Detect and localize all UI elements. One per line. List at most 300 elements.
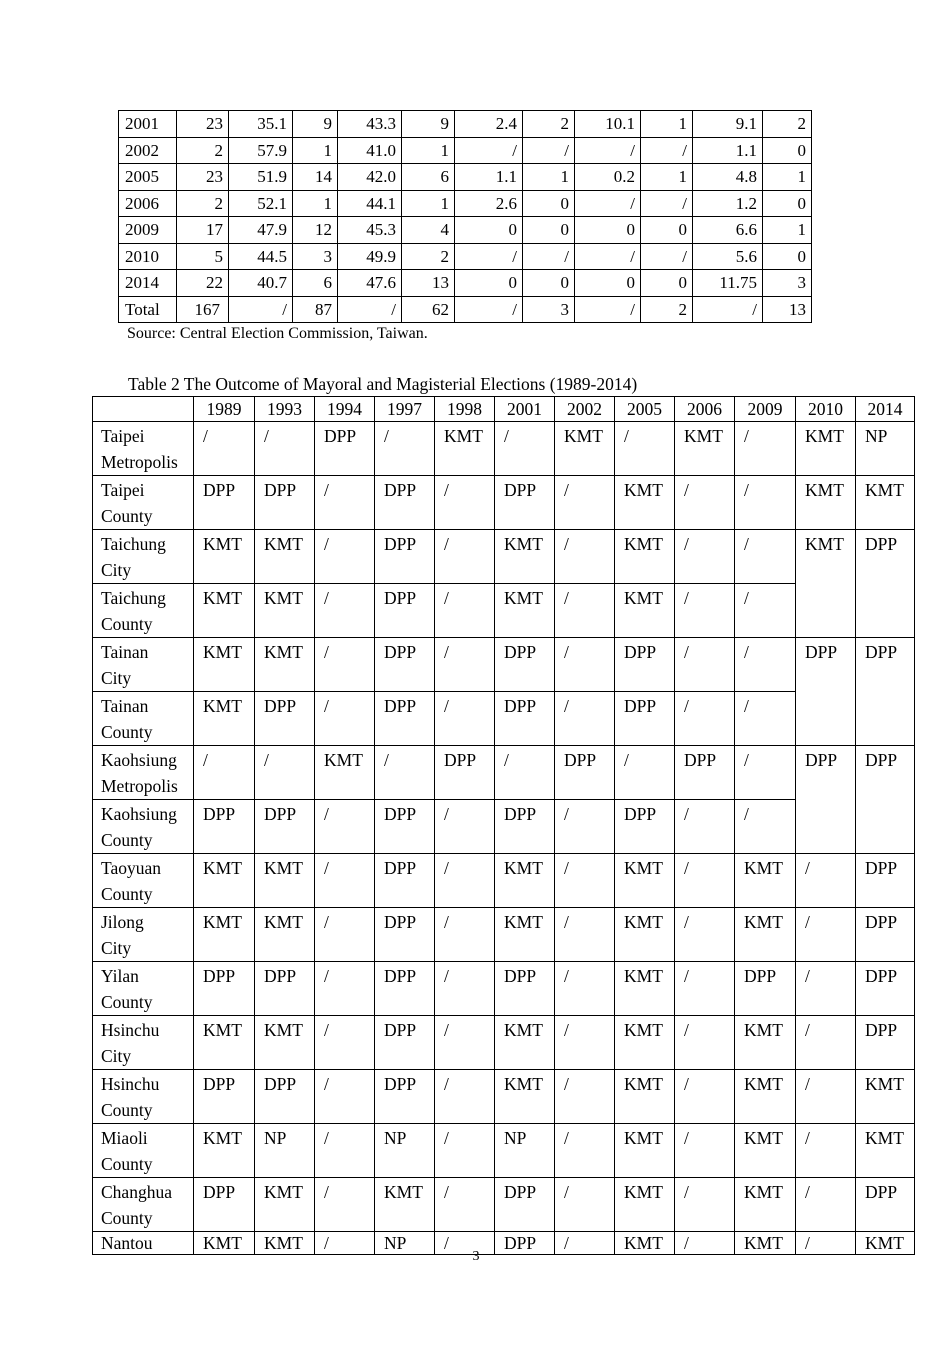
result-cell: / — [796, 962, 856, 1016]
result-cell: KMT — [255, 908, 315, 962]
page-number: 3 — [472, 1249, 480, 1264]
table-cell: 9.1 — [693, 111, 763, 138]
result-cell: / — [735, 746, 796, 800]
table-cell: 1 — [402, 137, 455, 164]
result-cell: / — [194, 422, 255, 476]
table-cell: 0.2 — [575, 164, 641, 191]
result-cell: / — [555, 476, 615, 530]
result-cell: KMT — [435, 422, 495, 476]
result-cell: KMT — [255, 530, 315, 584]
result-cell: / — [675, 530, 735, 584]
result-cell: KMT — [615, 476, 675, 530]
result-cell: DPP — [375, 800, 435, 854]
result-cell: DPP — [856, 638, 915, 746]
result-cell: NP — [255, 1124, 315, 1178]
region-cell — [93, 1178, 194, 1232]
result-cell: DPP — [255, 800, 315, 854]
result-cell: DPP — [375, 962, 435, 1016]
result-cell: KMT — [375, 1178, 435, 1232]
result-cell: / — [375, 746, 435, 800]
table-cell: 0 — [763, 243, 812, 270]
result-cell: / — [555, 1178, 615, 1232]
table-cell: 0 — [763, 137, 812, 164]
table-row — [93, 476, 915, 530]
table-cell: 3 — [523, 296, 575, 323]
region-name-part: County — [101, 505, 153, 526]
result-cell: / — [315, 530, 375, 584]
result-cell: KMT — [615, 962, 675, 1016]
table-cell: 2 — [641, 296, 693, 323]
result-cell: KMT — [555, 422, 615, 476]
result-cell: KMT — [194, 908, 255, 962]
table-cell: 2 — [402, 243, 455, 270]
region-name-part: County — [101, 883, 153, 904]
table-cell: 2 — [763, 111, 812, 138]
result-cell: DPP — [735, 962, 796, 1016]
result-cell: / — [315, 1178, 375, 1232]
result-cell: DPP — [615, 638, 675, 692]
table-cell: 52.1 — [229, 190, 293, 217]
result-cell: / — [555, 1232, 615, 1255]
result-cell: / — [555, 584, 615, 638]
table-cell: 1 — [763, 164, 812, 191]
result-cell: DPP — [194, 476, 255, 530]
result-cell: / — [796, 1232, 856, 1255]
result-cell: / — [675, 962, 735, 1016]
table-cell: 42.0 — [338, 164, 402, 191]
year-header: 2002 — [555, 397, 615, 422]
result-cell: DPP — [675, 746, 735, 800]
table-row — [93, 530, 915, 584]
table-row — [119, 111, 812, 138]
result-cell: / — [675, 1124, 735, 1178]
result-cell: / — [315, 908, 375, 962]
table-cell: 57.9 — [229, 137, 293, 164]
result-cell: DPP — [255, 1070, 315, 1124]
region-name-part: Kaohsiung — [101, 804, 177, 824]
result-cell: / — [675, 1070, 735, 1124]
table-cell: 1 — [641, 164, 693, 191]
table-cell: / — [338, 296, 402, 323]
result-cell: / — [435, 692, 495, 746]
table-row — [119, 270, 812, 297]
year-cell: Total — [119, 296, 177, 323]
mayoral-elections-table — [92, 396, 915, 1255]
table-cell: / — [575, 296, 641, 323]
region-name-part: Nantou — [101, 1233, 153, 1253]
table-cell: 44.1 — [338, 190, 402, 217]
result-cell: / — [796, 1178, 856, 1232]
result-cell: DPP — [255, 692, 315, 746]
table-cell: 3 — [763, 270, 812, 297]
table-cell: 4 — [402, 217, 455, 244]
result-cell: KMT — [615, 908, 675, 962]
table-cell: 5 — [177, 243, 229, 270]
result-cell: / — [675, 908, 735, 962]
table-cell: 40.7 — [229, 270, 293, 297]
region-cell — [93, 584, 194, 638]
result-cell: / — [315, 962, 375, 1016]
result-cell: / — [555, 692, 615, 746]
region-name-part: Taichung — [101, 588, 166, 608]
result-cell: KMT — [255, 854, 315, 908]
result-cell: / — [435, 1016, 495, 1070]
table-cell: 35.1 — [229, 111, 293, 138]
result-cell: KMT — [315, 746, 375, 800]
result-cell: DPP — [194, 800, 255, 854]
result-cell: KMT — [615, 1016, 675, 1070]
result-cell: KMT — [495, 530, 555, 584]
region-name-part: City — [101, 667, 132, 688]
result-cell: / — [796, 854, 856, 908]
result-cell: / — [735, 530, 796, 584]
table-row — [93, 692, 915, 746]
result-cell: KMT — [194, 1016, 255, 1070]
result-cell: KMT — [856, 1232, 915, 1255]
table-cell: 13 — [763, 296, 812, 323]
table-cell: 1.1 — [693, 137, 763, 164]
result-cell: KMT — [796, 422, 856, 476]
year-header: 1997 — [375, 397, 435, 422]
region-name-part: Taipei — [101, 426, 145, 446]
result-cell: KMT — [615, 854, 675, 908]
table-cell: 51.9 — [229, 164, 293, 191]
result-cell: / — [435, 908, 495, 962]
result-cell: / — [555, 908, 615, 962]
region-name-part: Tainan — [101, 642, 149, 662]
table-cell: 6 — [293, 270, 338, 297]
result-cell: / — [435, 962, 495, 1016]
table-cell: 5.6 — [693, 243, 763, 270]
table-cell: 45.3 — [338, 217, 402, 244]
table-cell: / — [523, 137, 575, 164]
result-cell: / — [796, 1070, 856, 1124]
region-name-part: County — [101, 829, 153, 850]
table-row — [93, 1124, 915, 1178]
result-cell: / — [315, 854, 375, 908]
result-cell: / — [435, 530, 495, 584]
result-cell: DPP — [375, 908, 435, 962]
result-cell: / — [315, 1232, 375, 1255]
region-name-part: Metropolis — [101, 775, 178, 796]
result-cell: / — [435, 1232, 495, 1255]
result-cell: / — [615, 422, 675, 476]
year-cell: 2001 — [119, 111, 177, 138]
result-cell: KMT — [615, 584, 675, 638]
result-cell: DPP — [495, 1232, 555, 1255]
table-cell: / — [523, 243, 575, 270]
region-name-part: County — [101, 1207, 153, 1228]
table-row — [119, 243, 812, 270]
result-cell: KMT — [615, 1124, 675, 1178]
table-cell: 4.8 — [693, 164, 763, 191]
region-cell — [93, 908, 194, 962]
result-cell: KMT — [735, 1232, 796, 1255]
result-cell: DPP — [796, 746, 856, 854]
table-cell: / — [575, 190, 641, 217]
table-cell: 6 — [402, 164, 455, 191]
year-header: 2009 — [735, 397, 796, 422]
result-cell: KMT — [615, 1178, 675, 1232]
year-header: 1998 — [435, 397, 495, 422]
table-cell: / — [455, 296, 523, 323]
region-name-part: County — [101, 1153, 153, 1174]
result-cell: / — [555, 1070, 615, 1124]
result-cell: KMT — [735, 1124, 796, 1178]
year-header: 1989 — [194, 397, 255, 422]
table-cell: / — [455, 243, 523, 270]
year-header: 2006 — [675, 397, 735, 422]
table-cell: 43.3 — [338, 111, 402, 138]
table-row — [119, 164, 812, 191]
result-cell: / — [675, 1178, 735, 1232]
table-cell: 167 — [177, 296, 229, 323]
year-cell: 2010 — [119, 243, 177, 270]
region-name-part: Taoyuan — [101, 858, 162, 878]
result-cell: DPP — [375, 638, 435, 692]
table-cell: 13 — [402, 270, 455, 297]
table-cell: / — [641, 190, 693, 217]
result-cell: NP — [375, 1232, 435, 1255]
result-cell: KMT — [495, 584, 555, 638]
result-cell: KMT — [255, 1232, 315, 1255]
result-cell: DPP — [255, 476, 315, 530]
table-caption: Table 2 The Outcome of Mayoral and Magisterial Elections (1989-2014) — [128, 374, 638, 394]
table-cell: 1.2 — [693, 190, 763, 217]
result-cell: / — [675, 584, 735, 638]
result-cell: DPP — [796, 638, 856, 746]
table-row — [119, 217, 812, 244]
result-cell: / — [735, 584, 796, 638]
table-row — [93, 1178, 915, 1232]
table-cell: 87 — [293, 296, 338, 323]
region-cell — [93, 854, 194, 908]
region-name-part: Taichung — [101, 534, 166, 554]
result-cell: / — [735, 692, 796, 746]
table-cell: 0 — [523, 190, 575, 217]
table-cell: 1.1 — [455, 164, 523, 191]
result-cell: / — [675, 692, 735, 746]
table-cell: 22 — [177, 270, 229, 297]
table-row — [93, 1070, 915, 1124]
result-cell: / — [315, 692, 375, 746]
result-cell: KMT — [615, 530, 675, 584]
result-cell: / — [675, 1016, 735, 1070]
result-cell: DPP — [495, 638, 555, 692]
table-row — [93, 584, 915, 638]
table-cell: 0 — [455, 217, 523, 244]
result-cell: KMT — [856, 476, 915, 530]
table-cell: 1 — [641, 111, 693, 138]
result-cell: DPP — [856, 908, 915, 962]
result-cell: / — [675, 800, 735, 854]
table-cell: 0 — [523, 217, 575, 244]
result-cell: KMT — [735, 908, 796, 962]
region-cell — [93, 1124, 194, 1178]
year-header: 2001 — [495, 397, 555, 422]
result-cell: / — [255, 746, 315, 800]
result-cell: / — [315, 476, 375, 530]
result-cell: / — [495, 422, 555, 476]
year-header: 1993 — [255, 397, 315, 422]
table-cell: 49.9 — [338, 243, 402, 270]
region-cell — [93, 638, 194, 692]
table-cell: 47.9 — [229, 217, 293, 244]
result-cell: / — [555, 1124, 615, 1178]
result-cell: KMT — [796, 476, 856, 530]
region-name-part: Kaohsiung — [101, 750, 177, 770]
result-cell: / — [315, 1070, 375, 1124]
result-cell: / — [435, 584, 495, 638]
region-name-part: County — [101, 721, 153, 742]
region-name-part: Jilong — [101, 912, 144, 932]
table-cell: 1 — [293, 190, 338, 217]
result-cell: DPP — [375, 476, 435, 530]
result-cell: / — [315, 800, 375, 854]
table-cell: / — [641, 137, 693, 164]
table-cell: 17 — [177, 217, 229, 244]
table-cell: 14 — [293, 164, 338, 191]
result-cell: / — [555, 854, 615, 908]
result-cell: KMT — [495, 1070, 555, 1124]
table-cell: 0 — [575, 217, 641, 244]
result-cell: / — [796, 1016, 856, 1070]
result-cell: DPP — [375, 584, 435, 638]
result-cell: / — [735, 638, 796, 692]
result-cell: / — [435, 800, 495, 854]
region-cell — [93, 800, 194, 854]
result-cell: / — [796, 1124, 856, 1178]
result-cell: DPP — [856, 1016, 915, 1070]
table-cell: 6.6 — [693, 217, 763, 244]
table-cell: 0 — [523, 270, 575, 297]
result-cell: KMT — [255, 1178, 315, 1232]
table-cell: 1 — [293, 137, 338, 164]
region-name-part: Miaoli — [101, 1128, 148, 1148]
table-cell: 3 — [293, 243, 338, 270]
region-name-part: Hsinchu — [101, 1074, 160, 1094]
table-row — [119, 296, 812, 323]
result-cell: KMT — [194, 854, 255, 908]
year-header: 2014 — [856, 397, 915, 422]
result-cell: / — [555, 1016, 615, 1070]
table-cell: / — [575, 243, 641, 270]
result-cell: / — [435, 476, 495, 530]
table-row — [93, 800, 915, 854]
result-cell: / — [555, 800, 615, 854]
result-cell: KMT — [856, 1124, 915, 1178]
result-cell: / — [255, 422, 315, 476]
result-cell: KMT — [194, 1124, 255, 1178]
result-cell: / — [435, 638, 495, 692]
result-cell: DPP — [315, 422, 375, 476]
table-cell: 11.75 — [693, 270, 763, 297]
result-cell: / — [315, 584, 375, 638]
result-cell: / — [735, 476, 796, 530]
result-cell: / — [315, 638, 375, 692]
year-cell: 2005 — [119, 164, 177, 191]
result-cell: DPP — [555, 746, 615, 800]
table-cell: 9 — [402, 111, 455, 138]
table-cell: 0 — [575, 270, 641, 297]
result-cell: NP — [856, 422, 915, 476]
result-cell: DPP — [856, 746, 915, 854]
table-cell: 62 — [402, 296, 455, 323]
table-cell: 0 — [763, 190, 812, 217]
result-cell: KMT — [194, 584, 255, 638]
result-cell: KMT — [194, 692, 255, 746]
result-cell: / — [194, 746, 255, 800]
region-name-part: County — [101, 613, 153, 634]
result-cell: KMT — [255, 584, 315, 638]
table-cell: 0 — [455, 270, 523, 297]
table-cell: 1 — [763, 217, 812, 244]
result-cell: / — [675, 638, 735, 692]
region-name-part: Metropolis — [101, 451, 178, 472]
result-cell: / — [735, 422, 796, 476]
table-cell: 10.1 — [575, 111, 641, 138]
result-cell: DPP — [495, 476, 555, 530]
table-cell: 41.0 — [338, 137, 402, 164]
table-row — [93, 854, 915, 908]
region-cell — [93, 476, 194, 530]
result-cell: DPP — [435, 746, 495, 800]
result-cell: KMT — [735, 854, 796, 908]
table-row — [93, 908, 915, 962]
table-cell: 23 — [177, 164, 229, 191]
result-cell: DPP — [615, 800, 675, 854]
region-cell — [93, 1016, 194, 1070]
result-cell: / — [675, 1232, 735, 1255]
result-cell: KMT — [495, 908, 555, 962]
source-note: Source: Central Election Commission, Taiwan. — [127, 325, 428, 342]
result-cell: DPP — [495, 1178, 555, 1232]
region-name-part: Changhua — [101, 1182, 172, 1202]
result-cell: KMT — [796, 530, 856, 638]
region-name-part: City — [101, 1045, 132, 1066]
year-header: 2005 — [615, 397, 675, 422]
year-cell: 2006 — [119, 190, 177, 217]
table-row — [119, 137, 812, 164]
table-cell: 12 — [293, 217, 338, 244]
result-cell: KMT — [735, 1070, 796, 1124]
result-cell: / — [675, 476, 735, 530]
table-row — [93, 638, 915, 692]
table-cell: 0 — [641, 217, 693, 244]
table-row — [119, 190, 812, 217]
year-cell: 2014 — [119, 270, 177, 297]
result-cell: KMT — [495, 854, 555, 908]
year-cell: 2002 — [119, 137, 177, 164]
result-cell: DPP — [375, 1016, 435, 1070]
result-cell: KMT — [675, 422, 735, 476]
table-cell: 9 — [293, 111, 338, 138]
result-cell: / — [375, 422, 435, 476]
table-cell: 2 — [177, 137, 229, 164]
header-corner-cell — [93, 397, 194, 422]
table-row — [93, 422, 915, 476]
region-cell — [93, 422, 194, 476]
result-cell: KMT — [194, 638, 255, 692]
table-cell: 1 — [523, 164, 575, 191]
result-cell: / — [615, 746, 675, 800]
result-cell: / — [675, 854, 735, 908]
year-cell: 2009 — [119, 217, 177, 244]
result-cell: / — [315, 1124, 375, 1178]
result-cell: DPP — [495, 692, 555, 746]
result-cell: DPP — [856, 1178, 915, 1232]
table-cell: 2 — [523, 111, 575, 138]
